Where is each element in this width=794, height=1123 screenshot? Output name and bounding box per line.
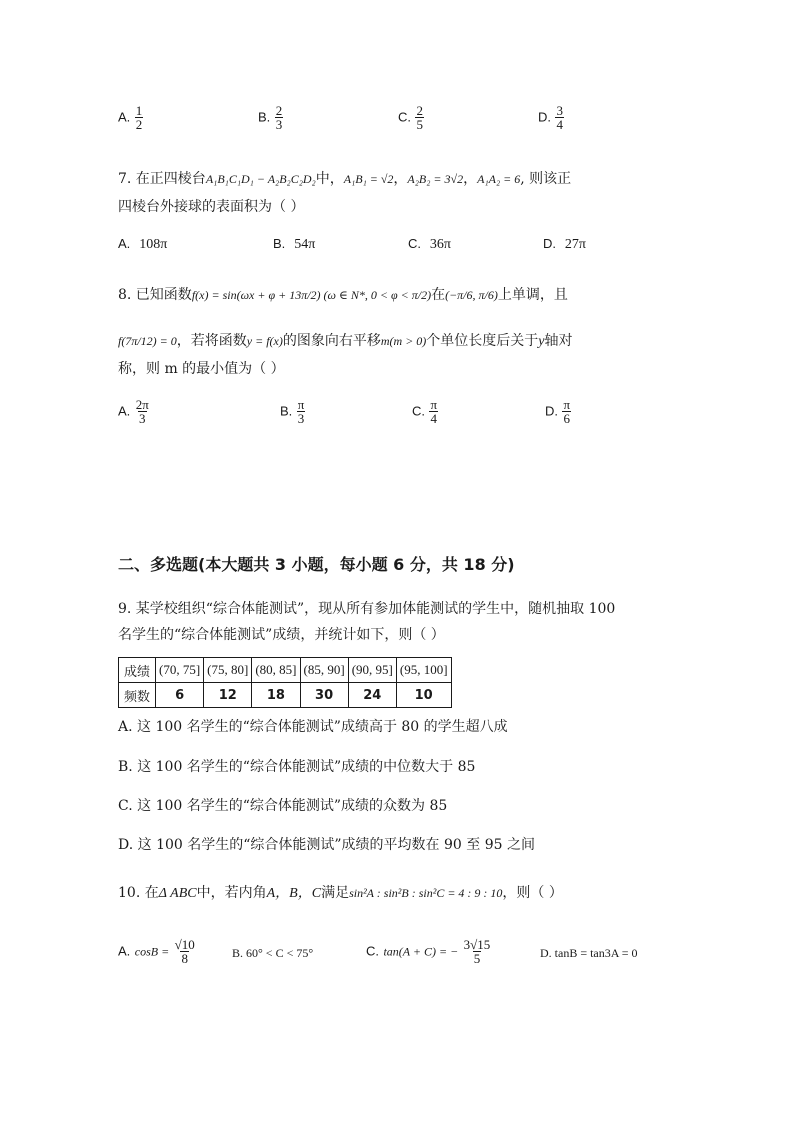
q8-line3: 称，则 m 的最小值为（ ） (118, 361, 285, 377)
fraction: $\frac{1}{2}$ (135, 103, 143, 132)
zero-condition: f(7π/12) = 0 (118, 334, 177, 348)
fraction: $\frac{2}{3}$ (275, 103, 283, 132)
angle-names: A，B，C (266, 886, 322, 901)
score-table (118, 657, 452, 708)
q6-option-d (538, 104, 564, 131)
q7-option-a: A. 108π (118, 236, 168, 252)
condition-a1b1: A₁B₁ = √2 (343, 172, 394, 186)
table-cell: 10 (396, 683, 451, 708)
q9-option-b: B. 这 100 名学生的“综合体能测试”成绩的中位数大于 85 (118, 759, 476, 775)
q7-line2: 四棱台外接球的表面积为（ ） (118, 199, 305, 215)
fraction: $\frac{2\pi}{3}$ (135, 397, 149, 426)
q6-option-b (258, 104, 283, 131)
table-row (119, 683, 452, 708)
table-cell: 6 (156, 683, 204, 708)
fraction: $\frac{\pi}{4}$ (430, 397, 438, 426)
q6-option-a (118, 104, 143, 131)
q7-line1: 7. 在正四棱台A₁B₁C₁D₁ − A₂B₂C₂D₂中，A₁B₁ = √2，A₂B₂ = 3√2，A₁A₂ = 6, 则该正 (118, 171, 572, 187)
table-cell: 30 (300, 683, 348, 708)
q10-option-b: B. 60° < C < 75° (232, 946, 314, 960)
fraction: $\frac{√10}{8}$ (174, 937, 195, 966)
option-label: B. (258, 109, 271, 125)
table-cell: (95, 100] (396, 658, 451, 683)
q9-line1: 9. 某学校组织“综合体能测试”，现从所有参加体能测试的学生中，随机抽取 100 (118, 601, 616, 617)
sine-ratio: sin²A : sin²B : sin²C = 4 : 9 : 10 (349, 886, 503, 900)
q9-option-c: C. 这 100 名学生的“综合体能测试”成绩的众数为 85 (118, 798, 448, 814)
section-heading: 二、多选题(本大题共 3 小题，每小题 6 分，共 18 分) (118, 555, 515, 574)
table-cell: 12 (204, 683, 252, 708)
triangle-name: Δ ABC (158, 886, 197, 901)
table-cell: (70, 75] (156, 658, 204, 683)
table-cell: (90, 95] (348, 658, 396, 683)
fraction: $\frac{3√15}{5}$ (463, 937, 491, 966)
option-label: D. (538, 109, 551, 125)
q9-line2: 名学生的“综合体能测试”成绩，并统计如下，则（ ） (118, 627, 445, 643)
fraction: $\frac{\pi}{3}$ (297, 397, 305, 426)
q10-line1: 10. 在Δ ABC中，若内角A，B，C满足sin²A : sin²B : sin²C = 4 : 9 : 10，则（ ） (118, 885, 563, 901)
q9-option-d: D. 这 100 名学生的“综合体能测试”成绩的平均数在 90 至 95 之间 (118, 837, 535, 853)
q10-option-a: A. cosB = $\frac{√10}{8}$ (118, 937, 195, 966)
option-label: C. (398, 109, 411, 125)
table-cell: 24 (348, 683, 396, 708)
q8-option-c: C. $\frac{\pi}{4}$ (412, 397, 438, 426)
q8-line2: f(7π/12) = 0，若将函数y = f(x)的图象向右平移m(m > 0)个单位长度后关于y轴对 (118, 333, 573, 349)
table-header-score: 成绩 (119, 658, 156, 683)
interval: (−π/6, π/6) (445, 288, 498, 302)
fraction: $\frac{2}{5}$ (416, 103, 423, 132)
condition-a2b2: A₂B₂ = 3√2 (407, 172, 464, 186)
q7-option-c: C. 36π (408, 236, 451, 252)
table-cell: (85, 90] (300, 658, 348, 683)
table-cell: (80, 85] (252, 658, 300, 683)
table-cell: 18 (252, 683, 300, 708)
condition-a1a2: A₁A₂ = 6 (477, 172, 521, 186)
table-header-frequency: 频数 (119, 683, 156, 708)
table-cell: (75, 80] (204, 658, 252, 683)
q9-option-a: A. 这 100 名学生的“综合体能测试”成绩高于 80 的学生超八成 (118, 719, 508, 735)
frustum-name: A₁B₁C₁D₁ − A₂B₂C₂D₂ (205, 172, 316, 186)
function-definition: f(x) = sin(ωx + φ + 13π/2) (ω ∈ N*, 0 < φ < π/2) (191, 288, 432, 302)
q8-option-d: D. $\frac{\pi}{6}$ (545, 397, 571, 426)
q8-option-a: A. $\frac{2\pi}{3}$ (118, 397, 149, 426)
option-label: A. (118, 109, 131, 125)
q8-option-b: B. $\frac{\pi}{3}$ (280, 397, 305, 426)
q8-line1: 8. 已知函数f(x) = sin(ωx + φ + 13π/2) (ω ∈ N*, 0 < φ < π/2)在(−π/6, π/6)上单调，且 (118, 287, 568, 303)
q10-option-d: D. tanB = tan3A = 0 (540, 946, 638, 960)
q10-option-c: C. tan(A + C) = − $\frac{3√15}{5}$ (366, 937, 491, 966)
table-row (119, 658, 452, 683)
q6-option-c (398, 104, 424, 131)
fraction: $\frac{\pi}{6}$ (563, 397, 571, 426)
q7-option-d: D. 27π (543, 236, 586, 252)
fraction: $\frac{3}{4}$ (556, 103, 563, 132)
q7-option-b: B. 54π (273, 236, 316, 252)
